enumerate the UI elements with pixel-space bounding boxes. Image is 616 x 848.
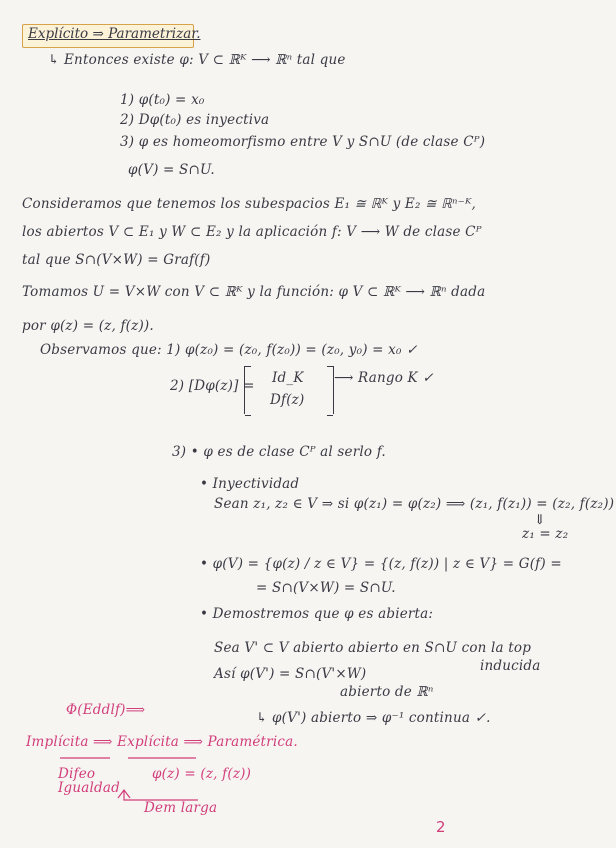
text-line: Sea V' ⊂ V abierto abierto en S∩U con la top <box>214 640 532 656</box>
text-line: Sean z₁, z₂ ∈ V ⇒ si φ(z₁) = φ(z₂) ⟹ (z₁, f(z₁)) = (z₂, f(z₂)) <box>214 496 615 512</box>
pink-annotation: Dem larga <box>144 800 218 816</box>
text-line: 2) Dφ(t₀) es inyectiva <box>120 112 270 128</box>
page-number: 2 <box>436 818 446 836</box>
text-line: ↳ φ(V') abierto ⇒ φ⁻¹ continua ✓. <box>256 710 491 726</box>
page-title: Explícito ⇒ Parametrizar. <box>28 26 201 42</box>
text-line: 1) φ(t₀) = x₀ <box>120 92 205 108</box>
pink-annotation: Implícita ⟹ Explícita ⟹ Paramétrica. <box>26 734 298 750</box>
text-line: 3) • φ es de clase Cᴾ al serlo f. <box>172 444 386 460</box>
text-line: Así φ(V') = S∩(V'×W) <box>214 666 367 682</box>
text-line: Observamos que: 1) φ(z₀) = (z₀, f(z₀)) = (z₀, y₀) = x₀ ✓ <box>40 342 418 358</box>
matrix-entry: Id_K <box>272 370 304 386</box>
text-line: inducida <box>480 658 541 674</box>
text-line: abierto de ℝⁿ <box>340 684 434 700</box>
text-line: tal que S∩(V×W) = Graf(f) <box>22 252 211 268</box>
text-line: • φ(V) = {φ(z) / z ∈ V} = {(z, f(z)) | z ∈ V} = G(f) = <box>200 556 562 572</box>
pink-annotation: Difeo <box>58 766 96 782</box>
text-line: 2) [Dφ(z)] = <box>170 378 255 394</box>
pink-annotation: Igualdad <box>58 780 120 796</box>
text-line: ↳ Entonces existe φ: V ⊂ ℝᴷ ⟶ ℝⁿ tal que <box>48 52 346 68</box>
text-line: • Demostremos que φ es abierta: <box>200 606 434 622</box>
text-line: ⇓ <box>534 512 546 528</box>
text-line: Consideramos que tenemos los subespacios E₁ ≅ ℝᴷ y E₂ ≅ ℝⁿ⁻ᴷ, <box>22 196 477 212</box>
text-line: φ(V) = S∩U. <box>128 162 215 178</box>
pink-annotation: Φ(Eddlf)⟹ <box>66 702 146 718</box>
text-line: Tomamos U = V×W con V ⊂ ℝᴷ y la función: φ V ⊂ ℝᴷ ⟶ ℝⁿ dada <box>22 284 486 300</box>
text-line: • Inyectividad <box>200 476 300 492</box>
text-line: por φ(z) = (z, f(z)). <box>22 318 154 334</box>
text-line: z₁ = z₂ <box>522 526 569 542</box>
text-line: los abiertos V ⊂ E₁ y W ⊂ E₂ y la aplicación f: V ⟶ W de clase Cᴾ <box>22 224 482 240</box>
text-line: ⟶ Rango K ✓ <box>334 370 434 386</box>
pink-annotation: φ(z) = (z, f(z)) <box>152 766 252 782</box>
matrix-entry: Df(z) <box>270 392 305 408</box>
text-line: 3) φ es homeomorfismo entre V y S∩U (de clase Cᴾ) <box>120 134 486 150</box>
text-line: = S∩(V×W) = S∩U. <box>256 580 396 596</box>
